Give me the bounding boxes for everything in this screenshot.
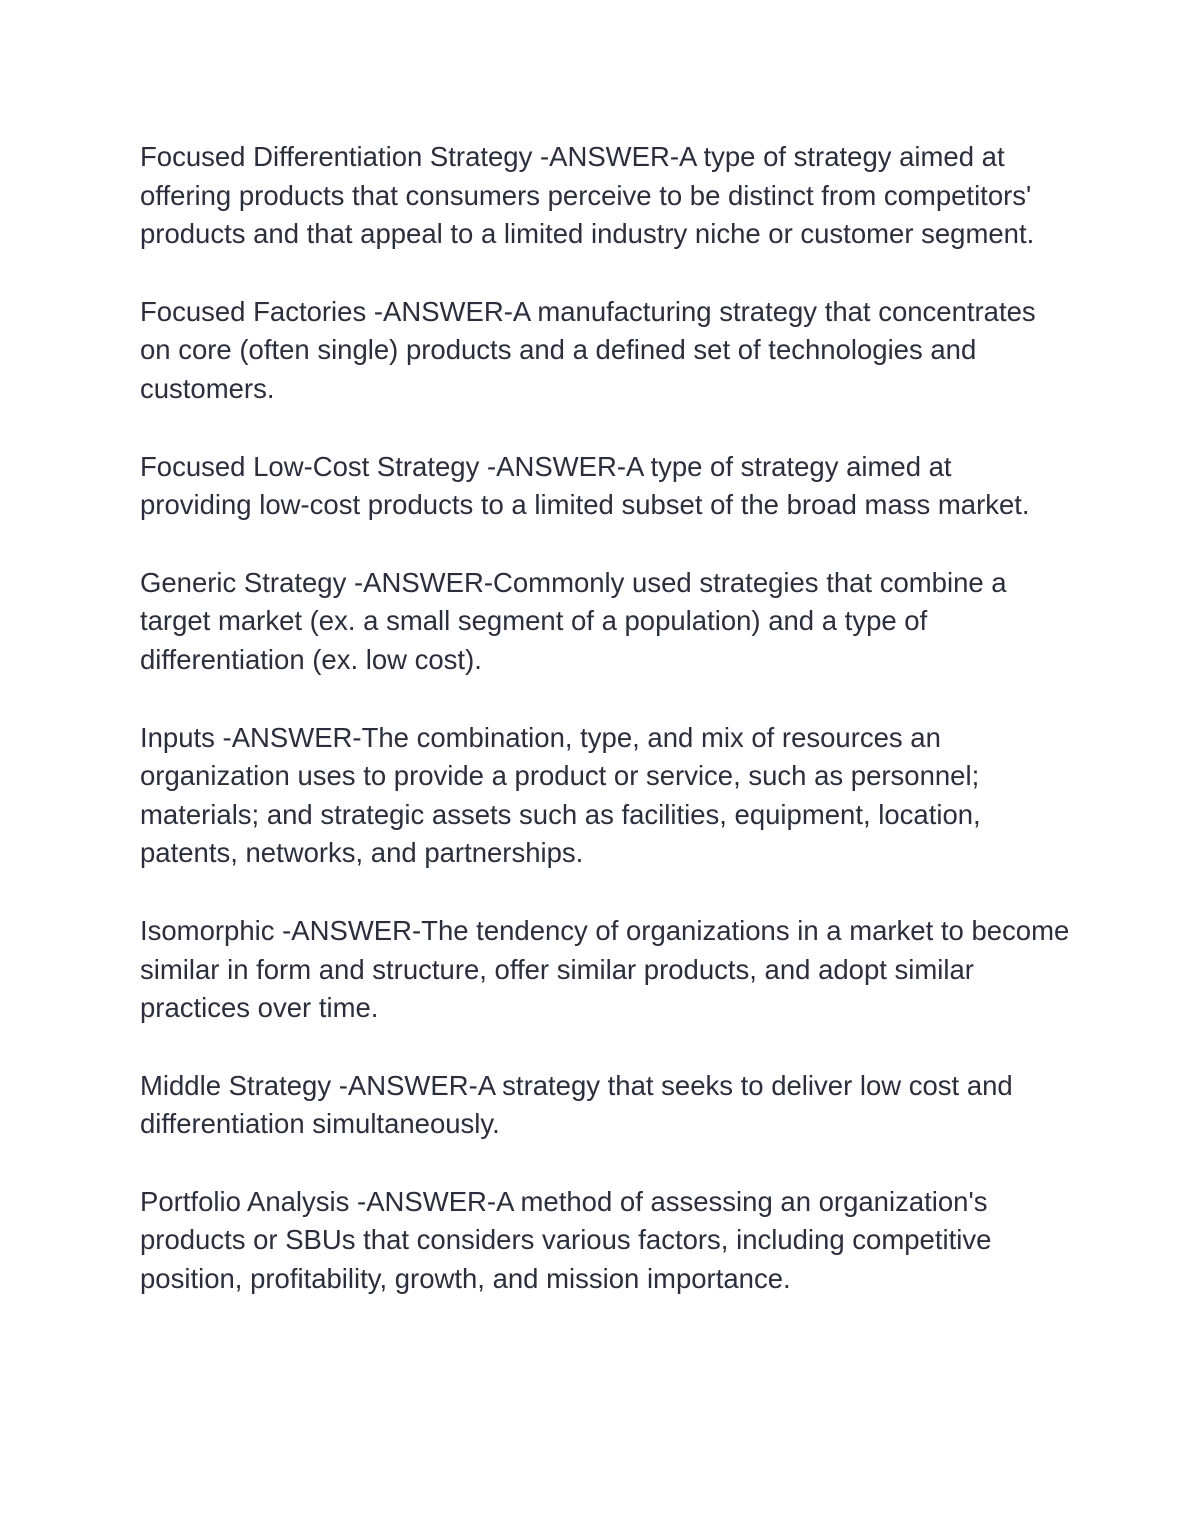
glossary-entry-generic-strategy: Generic Strategy -ANSWER-Commonly used strategies that combine a target market (ex. a small segment of a population) and a type of differentiation (ex. low cost).: [140, 566, 1007, 675]
glossary-entry-isomorphic: Isomorphic -ANSWER-The tendency of organizations in a market to become similar in form and structure, offer similar products, and adopt similar practices over time.: [140, 914, 1070, 1024]
glossary-entry-portfolio-analysis: Portfolio Analysis -ANSWER-A method of assessing an organization's products or SBUs that considers various factors, including competitive position, profitability, growth, and mission importance.: [140, 1185, 992, 1295]
glossary-entry-focused-low-cost-strategy: Focused Low-Cost Strategy -ANSWER-A type of strategy aimed at providing low-cost products to a limited subset of the broad mass market.: [140, 450, 1030, 521]
glossary-entry-focused-differentiation-strategy: Focused Differentiation Strategy -ANSWER-A type of strategy aimed at offering products that consumers perceive to be distinct from competitors' products and that appeal to a limited industry niche or customer segment.: [140, 141, 1035, 250]
glossary-entry-inputs: Inputs -ANSWER-The combination, type, and mix of resources an organization uses to provide a product or service, such as personnel; materials; and strategic assets such as facilities, equipment, location, patents, networks, and partnerships.: [140, 721, 981, 869]
glossary-entry-focused-factories: Focused Factories -ANSWER-A manufacturing strategy that concentrates on core (often single) products and a defined set of technologies and customers.: [140, 295, 1036, 404]
glossary-content: [140, 138, 1070, 1299]
glossary-entry-middle-strategy: Middle Strategy -ANSWER-A strategy that seeks to deliver low cost and differentiation simultaneously.: [140, 1069, 1013, 1140]
